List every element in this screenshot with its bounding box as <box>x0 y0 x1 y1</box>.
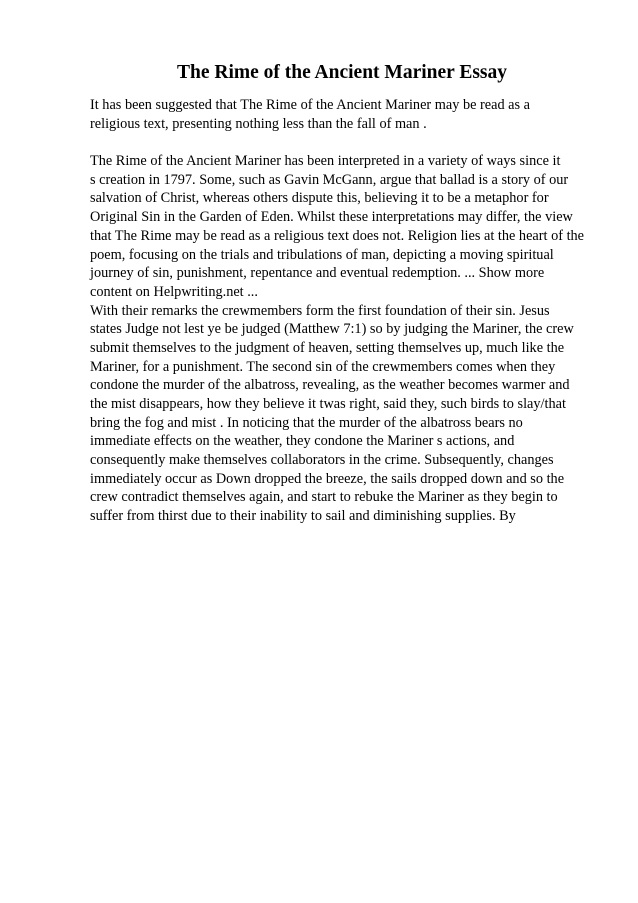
document-title: The Rime of the Ancient Mariner Essay <box>176 62 508 83</box>
paragraph-3-line: immediately occur as Down dropped the breeze, the sails dropped down and so the <box>90 470 565 487</box>
paragraph-3-line: With their remarks the crewmembers form the first foundation of their sin. Jesus <box>90 302 550 319</box>
paragraph-3-line: consequently make themselves collaborators in the crime. Subsequently, changes <box>90 452 554 469</box>
paragraph-2-line: s creation in 1797. Some, such as Gavin McGann, argue that ballad is a story of our <box>90 171 569 188</box>
paragraph-2-line: Original Sin in the Garden of Eden. Whilst these interpretations may differ, the view <box>90 209 573 226</box>
paragraph-2-line: content on Helpwriting.net ... <box>90 283 258 300</box>
paragraph-1-line: religious text, presenting nothing less than the fall of man . <box>90 115 427 132</box>
paragraph-3-line: Mariner, for a punishment. The second sin of the crewmembers comes when they <box>90 358 556 375</box>
paragraph-3-line: the mist disappears, how they believe it twas right, said they, such birds to slay/that <box>90 396 566 412</box>
paragraph-gap <box>90 133 584 152</box>
paragraph-2-line: poem, focusing on the trials and tribulations of man, depicting a moving spiritual <box>90 246 554 263</box>
paragraph-2-line: that The Rime may be read as a religious text does not. Religion lies at the heart of the <box>90 227 585 244</box>
paragraph-3-line: states Judge not lest ye be judged (Matthew 7:1) so by judging the Mariner, the crew <box>90 321 574 338</box>
paragraph-3-line: submit themselves to the judgment of heaven, setting themselves up, much like the <box>90 339 565 356</box>
paragraph-3-line: bring the fog and mist . In noticing that the murder of the albatross bears no <box>90 414 523 431</box>
paragraph-3-line: suffer from thirst due to their inability to sail and diminishing supplies. By <box>90 508 516 525</box>
paragraph-3-line: condone the murder of the albatross, revealing, as the weather becomes warmer and <box>90 377 570 394</box>
paragraph-1-line: It has been suggested that The Rime of the Ancient Mariner may be read as a <box>90 97 531 113</box>
paragraph-3-line: immediate effects on the weather, they condone the Mariner s actions, and <box>90 433 515 450</box>
paragraph-2-line: journey of sin, punishment, repentance and eventual redemption. ... Show more <box>90 265 545 282</box>
paragraph-2-line: The Rime of the Ancient Mariner has been interpreted in a variety of ways since it <box>90 153 561 170</box>
paragraph-2-line: salvation of Christ, whereas others dispute this, believing it to be a metaphor for <box>90 190 549 207</box>
document-body <box>90 96 584 526</box>
paragraph-3-line: crew contradict themselves again, and start to rebuke the Mariner as they begin to <box>90 489 558 506</box>
